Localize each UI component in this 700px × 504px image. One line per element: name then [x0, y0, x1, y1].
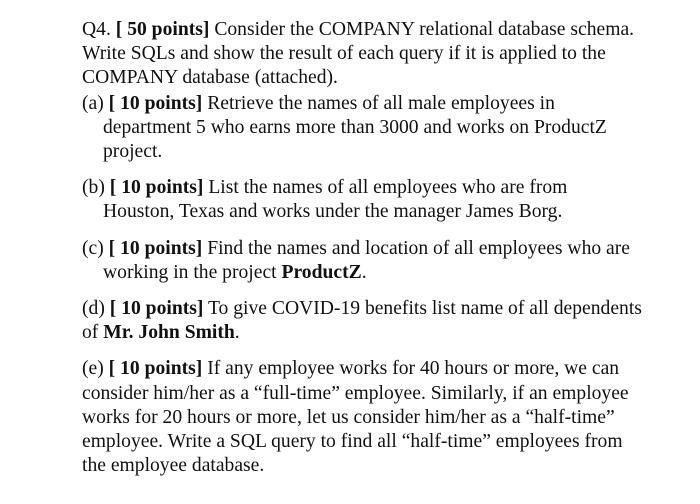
part-e-text: If any employee works for 40 hours or more, we can consider him/her as a “full-time” employee. Similarly, if an employee works for 20 hours or more, let us consider him/her as a “half-time” employee. Write a SQL query to find all “half-time” employees from the employee database. — [82, 358, 629, 477]
part-d-tail: . — [234, 322, 240, 344]
part-c-text: Find the names and location of all employees who are working in the project — [103, 237, 630, 283]
part-c-points: [ 10 points] — [108, 237, 203, 259]
part-e — [82, 357, 642, 478]
part-c-bold-tail: ProductZ — [281, 261, 362, 283]
part-b-points: [ 10 points] — [109, 177, 204, 199]
part-a-text: Retrieve the names of all male employees in department 5 who earns more than 3000 and works on ProductZ project. — [103, 92, 607, 163]
part-e-points: [ 10 points] — [108, 358, 203, 380]
part-a-points: [ 10 points] — [108, 92, 203, 114]
part-d — [82, 297, 642, 345]
part-d-points: [ 10 points] — [109, 298, 204, 320]
part-d-label: (d) — [82, 298, 105, 320]
question-q4-intro — [82, 18, 642, 91]
part-a — [82, 92, 642, 165]
part-c-tail: . — [361, 261, 367, 283]
question-points: [ 50 points] — [115, 19, 210, 40]
part-d-text: To give COVID-19 benefits list name of all dependents of — [82, 298, 642, 344]
part-b-label: (b) — [82, 177, 105, 199]
part-a-label: (a) — [82, 92, 104, 114]
part-e-label: (e) — [82, 358, 104, 380]
question-document — [82, 18, 642, 478]
question-number: Q4. — [82, 19, 111, 40]
part-c — [82, 237, 642, 285]
question-text: Consider the COMPANY relational database schema. Write SQLs and show the result of each query if it is applied to the COMPANY database (attached). — [82, 19, 635, 89]
part-d-bold-tail: Mr. John Smith — [103, 322, 235, 344]
part-c-label: (c) — [82, 237, 104, 259]
part-b — [82, 176, 642, 224]
part-b-text: List the names of all employees who are from Houston, Texas and works under the manager James Borg. — [103, 177, 568, 223]
